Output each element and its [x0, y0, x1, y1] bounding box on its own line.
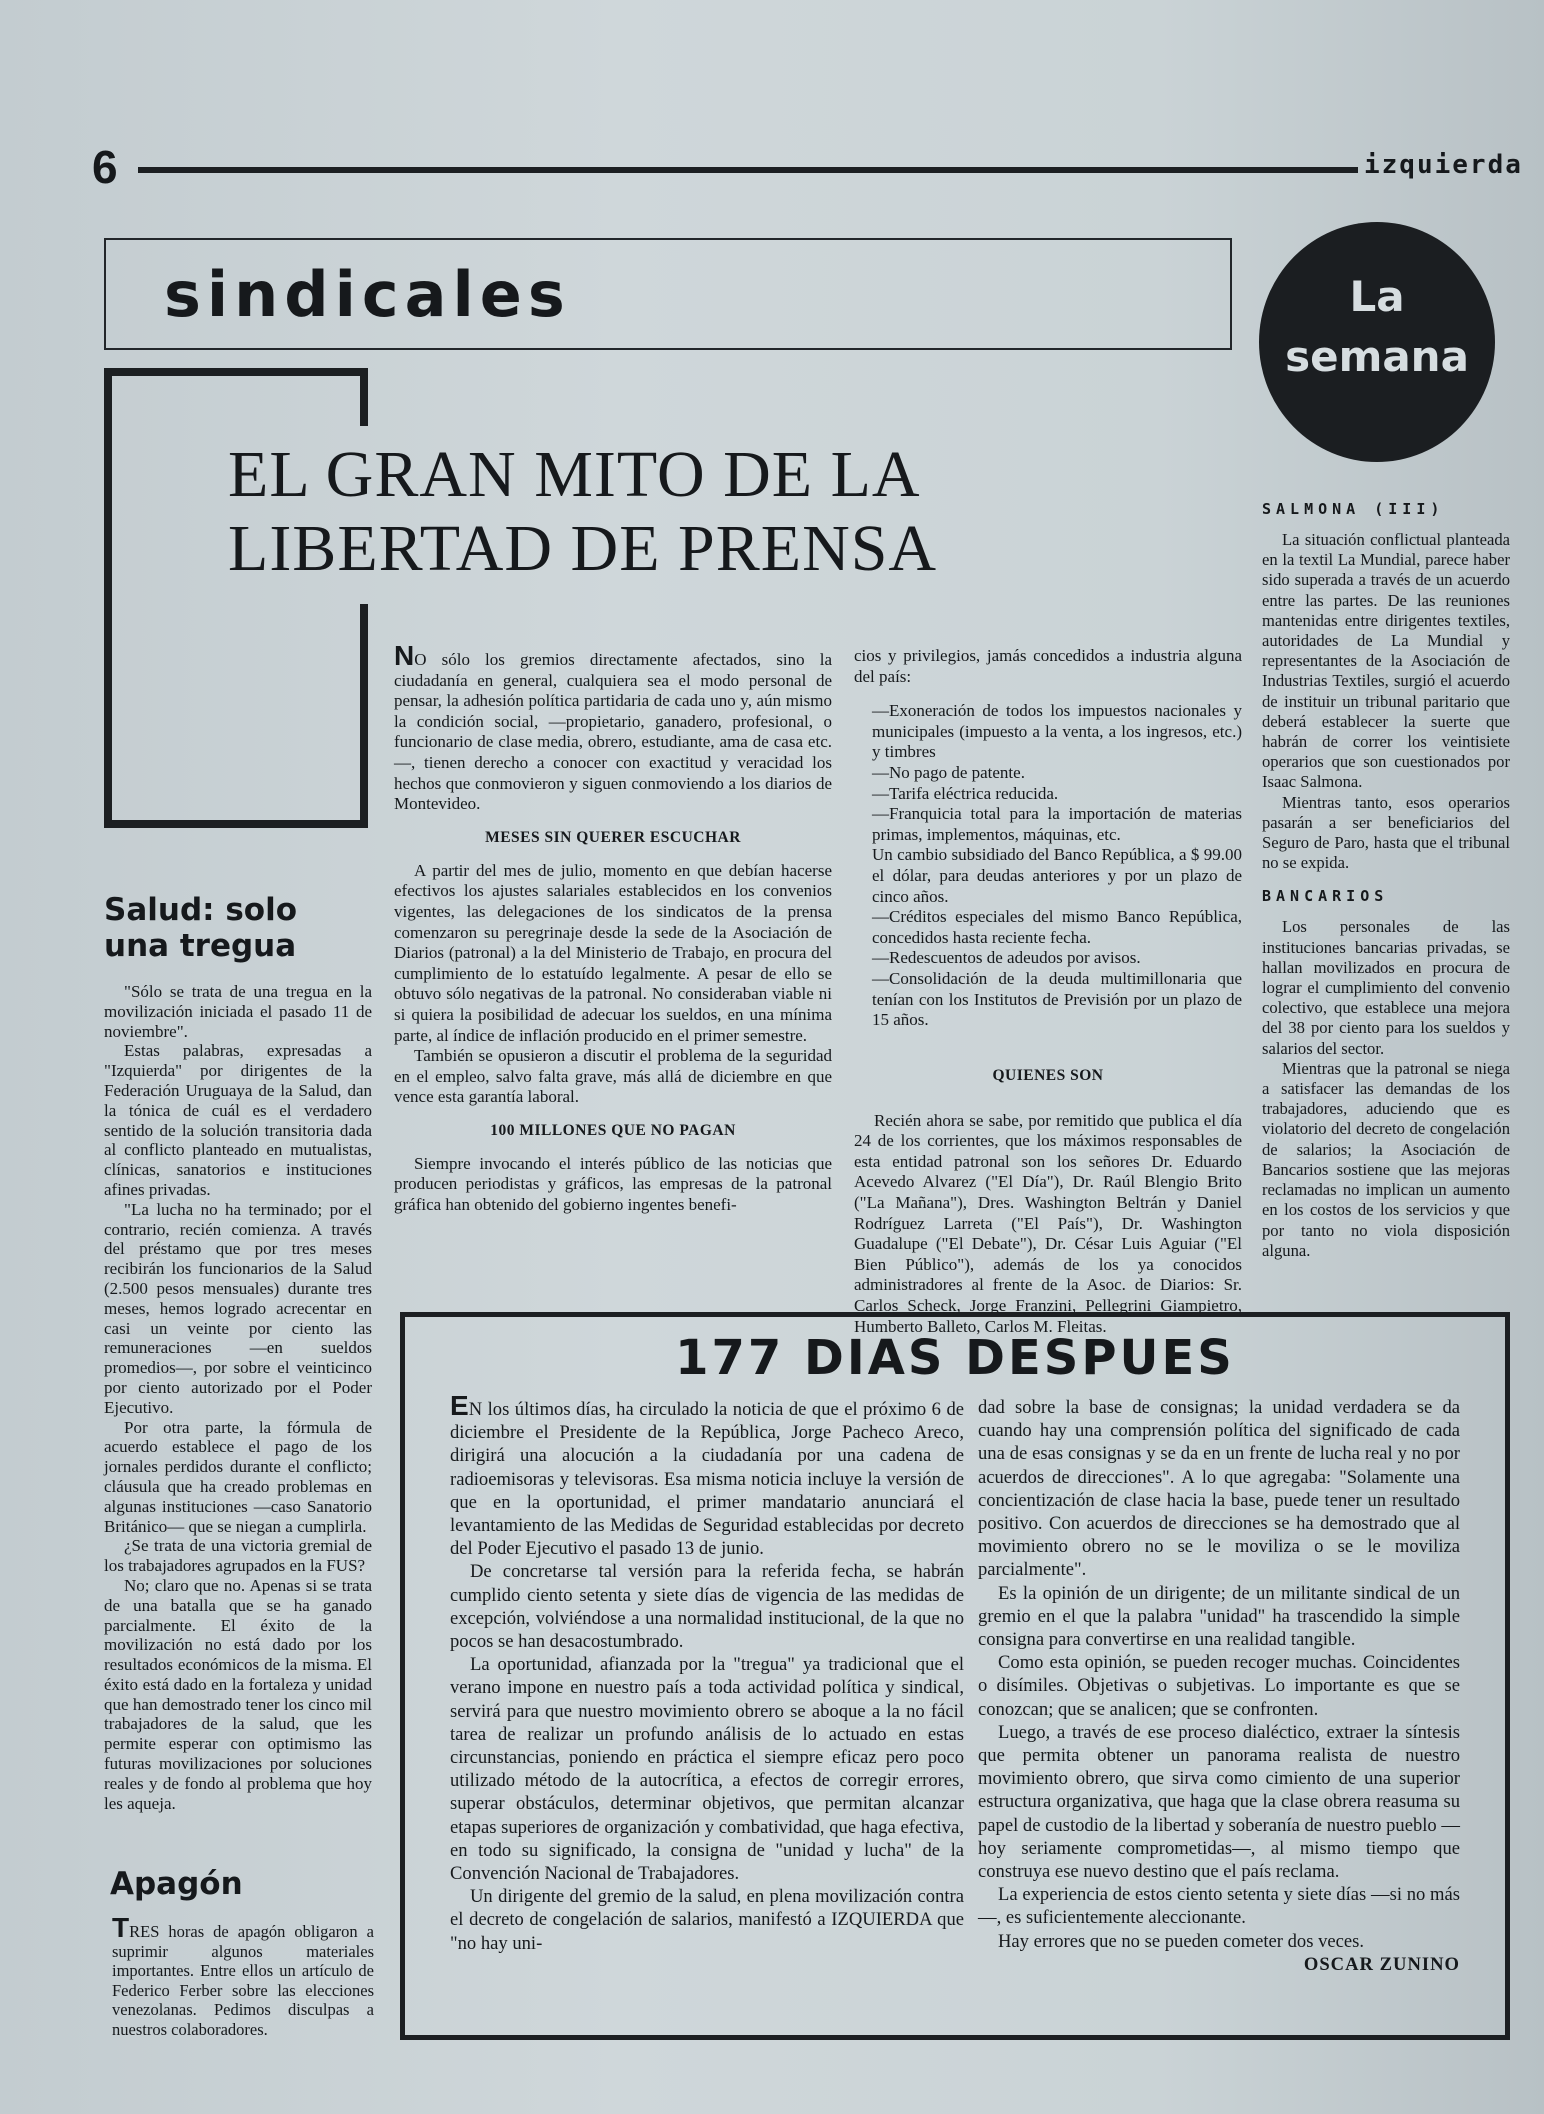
list-item: —No pago de patente. — [872, 762, 1025, 782]
article-177-column-2 — [978, 1396, 1460, 1976]
article-paragraph: Recién ahora se sabe, por remitido que publica el día 24 de los corrientes, que los máximos responsables de esta entidad patronal son los señores Dr. Eduardo Acevedo Alvarez ("El Día"), Dr. Raúl Blengio Brito ("La Mañana"), Dres. Washington Beltrán y Daniel Rodríguez Larreta ("El País"), Dr. Washington Guadalupe ("El Debate"), Dr. César Luis Aguiar ("El Bien Público"), además de los ya conocidos administradores al frente de la Asoc. de Diarios: Sr. Carlos Scheck, Jorge Franzini, Pellegrini Giampietro, Humberto Balleto, Carlos M. Fleitas. — [854, 1110, 1242, 1336]
list-item: —Consolidación de la deuda multimillonaria que tenían con los Institutos de Previsión por un plazo de 15 años. — [872, 968, 1242, 1030]
la-semana-badge — [1259, 222, 1495, 462]
salud-title-line-2: una tregua — [104, 928, 297, 964]
article-column-1 — [394, 640, 832, 1216]
article-paragraph — [450, 1390, 964, 1560]
headline-bracket — [104, 368, 112, 828]
article-text: N los últimos días, ha circulado la noticia de que el próximo 6 de diciembre el Presidente de la República, Jorge Pacheco Areco, dirigirá una alocución a la ciudadanía por una cadena de radioemisoras y televisoras. Esa misma noticia incluye la versión de que en la oportunidad, el primer mandatario anunciará el levantamiento de las Medidas de Seguridad establecidas por decreto del Poder Ejecutivo el pasado 13 de junio. — [450, 1399, 964, 1560]
article-paragraph: Siempre invocando el interés público de las noticias que producen periodistas y gráficos, las empresas de la patronal gráfica han obtenido del gobierno ingentes benefi- — [394, 1153, 832, 1215]
article-paragraph: Los personales de las instituciones bancarias privadas, se hallan movilizados en procura de lograr el cumplimiento del convenio colectivo, que establece una mejora del 38 por ciento para los sueldos y salarios del sector. — [1262, 917, 1510, 1058]
article-177-column-1 — [450, 1390, 964, 1955]
article-paragraph: No; claro que no. Apenas si se trata de una batalla que se ha ganado parcialmente. El éxito de la movilización no está dado por los resultados económicos de la misma. El éxito está dado en la fortaleza y unidad que han demostrado tener los cinco mil trabajadores de la salud, que les permite esperar con optimismo las futuras movilizaciones por soluciones reales y de fondo al problema que hoy les aqueja. — [104, 1575, 372, 1813]
article-paragraph: La experiencia de estos ciento setenta y siete días —si no más—, es suficientemente aleccionante. — [978, 1884, 1460, 1929]
article-paragraph: De concretarse tal versión para la referida fecha, se habrán cumplido ciento setenta y siete días de vigencia de las medidas de excepción, volviéndose a una normalidad institucional, de la que no pocos se han desacostumbrado. — [450, 1561, 964, 1653]
article-paragraph: Es la opinión de un dirigente; de un militante sindical de un gremio en el que la palabra "unidad" ha trascendido la simple consigna para convertirse en una realidad tangible. — [978, 1582, 1460, 1651]
header-rule — [138, 167, 1358, 173]
article-paragraph: A partir del mes de julio, momento en que debían hacerse efectivos los ajustes salariales establecidos en los convenios vigentes, las delegaciones de los sindicatos de la prensa comenzaron su peregrinaje desde la sede de la Asociación de Diarios (patronal) a la del Ministerio de Trabajo, en procura del cumplimiento de lo estatuído legalmente. A pesar de ello se obtuvo sólo negativas de la patronal. No consideraban viable ni si quiera la posibilidad de adecuar los sueldos, en una mínima parte, al índice de inflación producido en el primer semestre. — [394, 860, 832, 1045]
apagon-column — [112, 1912, 374, 2040]
headline-bracket-right — [360, 604, 368, 828]
article-paragraph: Mientras tanto, esos operarios pasarán a ser beneficiarios del Seguro de Paro, hasta que el tribunal no se expida. — [1262, 792, 1510, 873]
article-paragraph: Como esta opinión, se pueden recoger muchas. Coincidentes o disímiles. Objetivas o subjetivas. Lo importante es que se conozcan; que se analicen; que se confronten. — [978, 1652, 1460, 1720]
headline-bracket-tick — [360, 368, 368, 426]
article-paragraph: La oportunidad, afianzada por la "tregua" ya tradicional que el verano impone en nuestro país a toda actividad política y sindical, servirá para que nuestro movimiento obrero se aboque a la no fácil tarea de realizar un profundo análisis de lo actuado en estas circunstancias, poniendo en práctica el siempre eficaz pero poco utilizado método de la autocrítica, a efectos de corregir errores, superar obstáculos, determinar objetivos, que permitan alcanzar etapas superiores de organización y combatividad, que haga efectiva, en todo su significado, la consigna de "unidad y lucha" de la Convención Nacional de Trabajadores. — [450, 1654, 964, 1885]
article-text: RES horas de apagón obligaron a suprimir algunos materiales importantes. Entre ellos un artículo de Federico Ferber sobre las elecciones venezolanas. Pedimos disculpas a nuestros colaboradores. — [112, 1922, 374, 2039]
article-column-2 — [854, 646, 1242, 1337]
headline-line-2: LIBERTAD DE PRENSA — [228, 512, 938, 585]
subhead: MESES SIN QUERER ESCUCHAR — [485, 828, 741, 846]
salud-title — [104, 892, 384, 964]
article-paragraph: Un dirigente del gremio de la salud, en plena movilización contra el decreto de congelación de salarios, manifestó a IZQUIERDA que "no hay uni- — [450, 1886, 964, 1954]
list-item: —Créditos especiales del mismo Banco República, concedidos hasta reciente fecha. — [872, 907, 1242, 947]
la-semana-line2: semana — [1285, 332, 1469, 381]
section-title-box — [104, 238, 1232, 350]
salud-title-line-1: Salud: solo — [104, 892, 297, 928]
headline-line-1: EL GRAN MITO DE LA — [228, 438, 921, 511]
drop-cap: E — [450, 1390, 469, 1421]
article-177-title: 177 DIAS DESPUES — [675, 1330, 1235, 1386]
article-text: O sólo los gremios directamente afectados, sino la ciudadanía en general, cualquiera sea el modo personal de pensar, la adhesión política partidaria de cada uno y, aún mismo la condición social, —propietario, ganadero, profesional, o funcionario de clase media, obrero, estudiante, ama de casa etc. —, tienen derecho a conocer con exactitud y veracidad los hechos que conmovieron y siguen conmoviendo a los diarios de Montevideo. — [394, 650, 832, 814]
salud-column — [104, 982, 372, 1813]
headline-bracket-top — [104, 368, 368, 376]
article-paragraph: Estas palabras, expresadas a "Izquierda" por dirigentes de la Federación Uruguaya de la Salud, dan la tónica de cuál es el verdadero sentido de la solución transitoria dada al conflicto planteado en mutualistas, clínicas, sanatorios e instituciones afines privadas. — [104, 1041, 372, 1199]
article-paragraph: dad sobre la base de consignas; la unidad verdadera se da cuando hay una comprensión política del significado de cada una de esas consignas y se da en un frente de lucha real y no por acuerdos de direcciones". A lo que agregaba: "Solamente una concientización de clase hacia la base, puede tener un resultado positivo. Con acuerdos de direcciones se ha demostrado que al movimiento obrero no se le moviliza o se le moviliza parcialmente". — [978, 1397, 1460, 1581]
subhead: 100 MILLONES QUE NO PAGAN — [490, 1121, 736, 1139]
la-semana-column — [1262, 500, 1510, 1261]
subhead: SALMONA (III) — [1262, 500, 1445, 518]
article-paragraph: Mientras que la patronal se niega a satisfacer las demandas de los trabajadores, aduciendo que es violatorio del decreto de congelación de salarios; la Asociación de Bancarios sostiene que las mejoras reclamadas no implican un aumento en los costos de los servicios y que por tanto no viola disposición alguna. — [1262, 1058, 1510, 1260]
article-paragraph: cios y privilegios, jamás concedidos a industria alguna del país: — [854, 646, 1242, 686]
drop-cap: N — [394, 640, 415, 671]
article-paragraph — [112, 1912, 374, 2040]
headline-bracket-bottom — [104, 820, 368, 828]
list-item: —Franquicia total para la importación de materias primas, implementos, máquinas, etc. — [872, 804, 1242, 844]
author-signature: OSCAR ZUNINO — [1303, 1953, 1460, 1975]
article-paragraph: La situación conflictual planteada en la textil La Mundial, parece haber sido superada a través de un acuerdo entre las partes. De las reuniones mantenidas entre dirigentes textiles, autoridades de La Mundial y representantes de la Asociación de Industrias Textiles, surgió el acuerdo de instituir un tribunal paritario que deberá establecer la suerte que habrán de correr los veintisiete operarios que son cuestionados por Isaac Salmona. — [1262, 530, 1510, 792]
subhead: BANCARIOS — [1262, 887, 1389, 906]
article-paragraph: Hay errores que no se pueden cometer dos veces. — [998, 1930, 1365, 1952]
list-item: —Tarifa eléctrica reducida. — [872, 783, 1059, 803]
la-semana-line1: La — [1349, 272, 1405, 321]
list-item: Un cambio subsidiado del Banco República, a $ 99.00 el dólar, para deudas anteriores y por un plazo de cinco años. — [872, 845, 1242, 906]
main-headline — [228, 438, 1128, 586]
apagon-title: Apagón — [110, 1866, 243, 1902]
article-paragraph: También se opusieron a discutir el problema de la seguridad en el empleo, salvo falta grave, más allá de diciembre en que vence esta garantía laboral. — [394, 1046, 832, 1107]
article-paragraph: ¿Se trata de una victoria gremial de los trabajadores agrupados en la FUS? — [104, 1536, 372, 1576]
article-paragraph — [394, 640, 832, 815]
section-title: sindicales — [164, 258, 571, 331]
subhead: QUIENES SON — [992, 1066, 1104, 1084]
publication-name: izquierda — [1364, 150, 1523, 180]
list-item: —Redescuentos de adeudos por avisos. — [872, 948, 1141, 968]
article-paragraph: "Sólo se trata de una tregua en la movilización iniciada el pasado 11 de noviembre". — [104, 982, 372, 1041]
article-paragraph: "La lucha no ha terminado; por el contrario, recién comienza. A través del préstamo que por tres meses recibirán los funcionarios de la Salud (2.500 pesos mensuales) durante tres meses, hemos logrado acrecentar en casi un veinte por ciento las remuneraciones —en sueldos promedios—, por sobre el veinticinco por ciento autorizado por el Poder Ejecutivo. — [104, 1199, 372, 1417]
article-paragraph: Por otra parte, la fórmula de acuerdo establece el pago de los jornales perdidos durante el conflicto; cláusula que ha creado problemas en algunas instituciones —caso Sanatorio Británico— que se niegan a cumplirla. — [104, 1417, 372, 1536]
page-number: 6 — [92, 141, 118, 193]
article-paragraph: Luego, a través de ese proceso dialéctico, extraer la síntesis que permita obtener un panorama realista de nuestro movimiento obrero, que sirva como cimiento de una superior estructura organizativa, que haga que la clase obrera reasuma su papel de custodio de la libertad y soberanía de nuestro pueblo —hoy seriamente comprometidas—, al mismo tiempo que construya ese nuevo destino que el país reclama. — [978, 1721, 1460, 1883]
list-item: —Exoneración de todos los impuestos nacionales y municipales (impuesto a la venta, a los ingresos, etc.) y timbres — [872, 701, 1242, 762]
drop-cap: T — [112, 1912, 130, 1943]
